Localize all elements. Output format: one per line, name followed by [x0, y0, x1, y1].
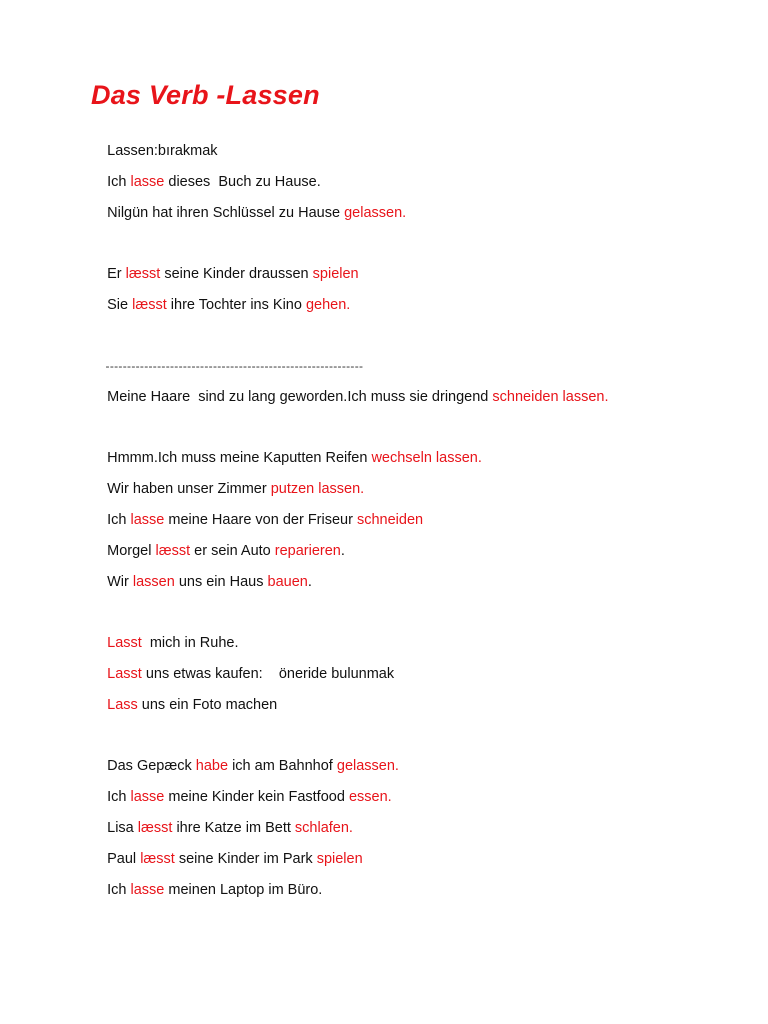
line-segment: Nilgün hat ihren Schlüssel zu Hause	[107, 205, 345, 221]
text-line	[91, 370, 608, 424]
line-segment: .	[340, 543, 345, 559]
line-segment: uns ein Foto machen	[137, 697, 278, 713]
line-segment: Lassen:bırakmak	[107, 143, 218, 159]
highlighted-verb: wechseln lassen.	[371, 450, 482, 466]
line-segment: meine Haare von der Friseur	[164, 512, 357, 528]
highlighted-verb: spielen	[316, 851, 363, 867]
highlighted-verb: schlafen.	[294, 820, 353, 836]
line-segment: Er	[107, 266, 126, 282]
line-segment: Wir haben unser Zimmer	[107, 481, 271, 497]
line-segment: Ich	[107, 882, 131, 898]
highlighted-verb: læsst	[140, 851, 175, 867]
highlighted-verb: gehen.	[305, 297, 351, 313]
highlighted-verb: lassen	[132, 574, 175, 590]
highlighted-verb: gelassen.	[336, 758, 399, 774]
highlighted-verb: læsst	[155, 543, 191, 559]
highlighted-verb: schneiden	[356, 512, 424, 528]
highlighted-verb: Lasst	[107, 635, 142, 651]
line-segment: seine Kinder im Park	[174, 851, 317, 867]
highlighted-verb: Lass	[107, 697, 138, 713]
text-line	[91, 678, 277, 732]
highlighted-verb: spielen	[312, 266, 359, 282]
text-line	[91, 186, 406, 240]
highlighted-verb: habe	[195, 758, 229, 774]
text-line	[91, 278, 350, 332]
line-segment: ihre Tochter ins Kino	[166, 297, 306, 313]
line-segment: .	[307, 574, 312, 590]
line-segment: er sein Auto	[190, 543, 275, 559]
highlighted-verb: læsst	[125, 266, 161, 282]
highlighted-verb: lasse	[130, 882, 165, 898]
line-segment: ihre Katze im Bett	[172, 820, 295, 836]
highlighted-verb: putzen lassen.	[270, 481, 365, 497]
line-segment: Ich	[107, 789, 131, 805]
highlighted-verb: gelassen.	[344, 205, 407, 221]
line-segment: ich am Bahnhof	[228, 758, 337, 774]
line-segment: Lisa	[107, 820, 138, 836]
separator-dashes: ------------------------------------------------------------	[105, 359, 364, 373]
highlighted-verb: læsst	[132, 297, 167, 313]
text-line	[91, 555, 312, 609]
line-segment: meine Kinder kein Fastfood	[164, 789, 349, 805]
highlighted-verb: lasse	[130, 789, 165, 805]
line-segment: Ich	[107, 512, 131, 528]
line-segment: dieses Buch zu Hause.	[164, 174, 321, 190]
line-segment: Wir	[107, 574, 133, 590]
highlighted-verb: bauen	[267, 574, 308, 590]
line-segment: Hmmm.Ich muss meine Kaputten Reifen	[107, 450, 372, 466]
line-segment: Das Gepæck	[107, 758, 196, 774]
text-line	[91, 863, 322, 917]
line-segment: seine Kinder draussen	[160, 266, 313, 282]
highlighted-verb: læsst	[137, 820, 173, 836]
highlighted-verb: reparieren	[274, 543, 341, 559]
highlighted-verb: lasse	[130, 512, 165, 528]
line-segment: meinen Laptop im Büro.	[164, 882, 323, 898]
line-segment: Ich	[107, 174, 131, 190]
line-segment: mich in Ruhe.	[141, 635, 239, 651]
highlighted-verb: lasse	[130, 174, 165, 190]
line-segment: Sie	[107, 297, 133, 313]
line-segment: Meine Haare sind zu lang geworden.Ich muss sie dringend	[107, 389, 493, 405]
line-segment: uns ein Haus	[174, 574, 268, 590]
highlighted-verb: schneiden lassen.	[492, 389, 609, 405]
highlighted-verb: Lasst	[107, 666, 142, 682]
line-segment: Paul	[107, 851, 141, 867]
line-segment: uns etwas kaufen: öneride bulunmak	[141, 666, 395, 682]
document-title: Das Verb -Lassen	[91, 80, 320, 110]
line-segment: Morgel	[107, 543, 156, 559]
highlighted-verb: essen.	[348, 789, 392, 805]
